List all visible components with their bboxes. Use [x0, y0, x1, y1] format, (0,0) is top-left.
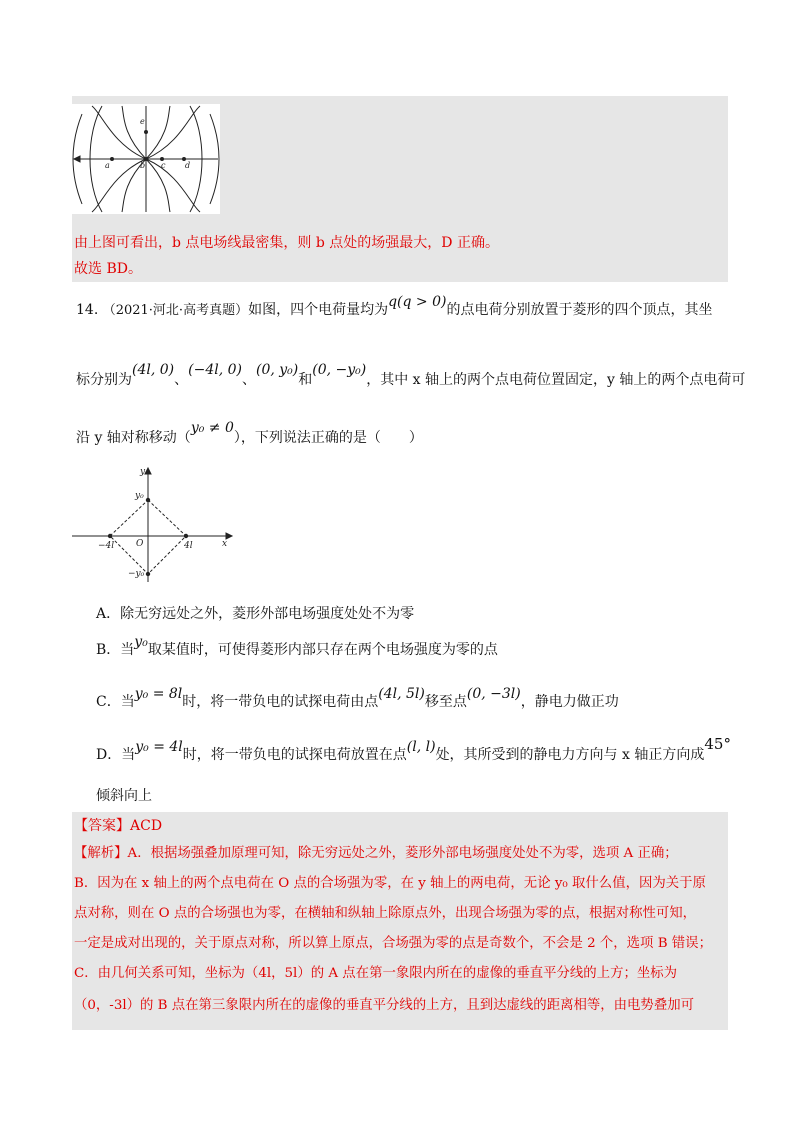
analysis-line3: 点对称，则在 O 点的合场强也为零，在横轴和纵轴上除原点外，出现合场强为零的点，根据对称性可知，	[74, 906, 697, 921]
option-c-b: 时，将一带负电的试探电荷由点	[182, 694, 379, 710]
origin-label: O	[136, 539, 144, 549]
question-line3-a: 沿 y 轴对称移动（	[76, 430, 191, 446]
question-source: （2021·河北·高考真题）	[102, 303, 249, 318]
coord-3: (0, y₀)	[255, 362, 299, 378]
coord-2: (−4l, 0)	[188, 362, 242, 378]
option-b	[96, 634, 498, 660]
option-d-math3: 45°	[704, 735, 731, 753]
option-a: A．除无穷远处之外，菱形外部电场强度处处不为零	[96, 606, 415, 622]
axis-y-label: y	[140, 467, 146, 477]
option-c-math1: y₀ = 8l	[134, 686, 183, 702]
option-c-math3: (0, −3l)	[466, 686, 521, 702]
option-d-math1: y₀ = 4l	[135, 739, 183, 755]
top-label: y₀	[135, 491, 144, 501]
charge-math: q(q > 0)	[388, 294, 447, 310]
answer-label: 【答案】ACD	[74, 818, 163, 834]
option-d-a: D．当	[96, 747, 136, 763]
question-line2	[76, 362, 746, 390]
question-line2-a: 标分别为	[76, 372, 132, 388]
bottom-label: −y₀	[128, 569, 145, 579]
label-a: a	[105, 161, 110, 170]
field-lines-figure	[72, 104, 220, 214]
label-e: e	[140, 117, 145, 126]
analysis-line6: （0，-3l）的 B 点在第三象限内所在的虚像的垂直平分线的上方，且到达虚线的距离相等，由电势叠加可	[74, 998, 694, 1013]
label-d: d	[185, 161, 191, 170]
option-d-line2: 倾斜向上	[96, 788, 152, 804]
question-line2-b: ，其中 x 轴上的两个点电荷位置固定，y 轴上的两个点电荷可	[366, 372, 746, 388]
option-d	[96, 735, 731, 765]
axis-x-label: x	[222, 539, 228, 549]
analysis-line5: C．由几何关系可知，坐标为（4l，5l）的 A 点在第一象限内所在的虚像的垂直平分线的上方；坐标为	[74, 966, 678, 981]
question-line1-a: 如图，四个电荷量均为	[248, 302, 389, 318]
option-c-math2: (4l, 5l)	[378, 686, 425, 702]
left-label: −4l	[98, 541, 115, 551]
rhombus-figure	[72, 464, 236, 586]
option-c	[96, 686, 619, 712]
question-number: 14.	[76, 302, 99, 318]
y0-nonzero: y₀ ≠ 0	[190, 420, 234, 436]
sep-1: 、	[174, 372, 189, 388]
prev-solution-line2: 故选 BD。	[74, 261, 142, 277]
analysis-line2: B．因为在 x 轴上的两个点电荷在 O 点的合场强为零，在 y 轴上的两电荷，无论 y₀ 取什么值，因为关于原	[74, 876, 706, 891]
prev-solution-line1: 由上图可看出，b 点电场线最密集，则 b 点处的场强最大，D 正确。	[74, 235, 499, 251]
option-d-math2: (l, l)	[406, 739, 436, 755]
option-b-b: 取某值时，可使得菱形内部只存在两个电场强度为零的点	[147, 642, 498, 658]
question-line3	[76, 420, 423, 448]
coord-4: (0, −y₀)	[312, 362, 367, 378]
sep-2: 、	[241, 372, 256, 388]
option-c-a: C．当	[96, 694, 135, 710]
label-b: b	[140, 161, 146, 170]
right-label: 4l	[184, 541, 193, 551]
analysis-line1: 【解析】A．根据场强叠加原理可知，除无穷远处之外，菱形外部电场强度处处不为零，选项 A 正确；	[74, 846, 678, 861]
question-line3-b: ），下列说法正确的是（ ）	[233, 430, 423, 446]
coord-1: (4l, 0)	[132, 362, 175, 378]
option-b-math: y₀	[134, 634, 148, 650]
analysis-line4: 一定是成对出现的，关于原点对称，所以算上原点，合场强为零的点是奇数个，不会是 2 个，选项 B 错误；	[74, 936, 712, 951]
question-line1	[76, 294, 713, 321]
option-b-a: B．当	[96, 642, 135, 658]
option-d-c: 处，其所受到的静电力方向与 x 轴正方向成	[435, 747, 705, 763]
option-d-b: 时，将一带负电的试探电荷放置在点	[182, 747, 407, 763]
label-c: c	[161, 161, 166, 170]
question-line1-b: 的点电荷分别放置于菱形的四个顶点，其坐	[446, 302, 713, 318]
option-c-c: 移至点	[424, 694, 467, 710]
and-word: 和	[298, 372, 313, 388]
option-c-d: ，静电力做正功	[520, 694, 619, 710]
